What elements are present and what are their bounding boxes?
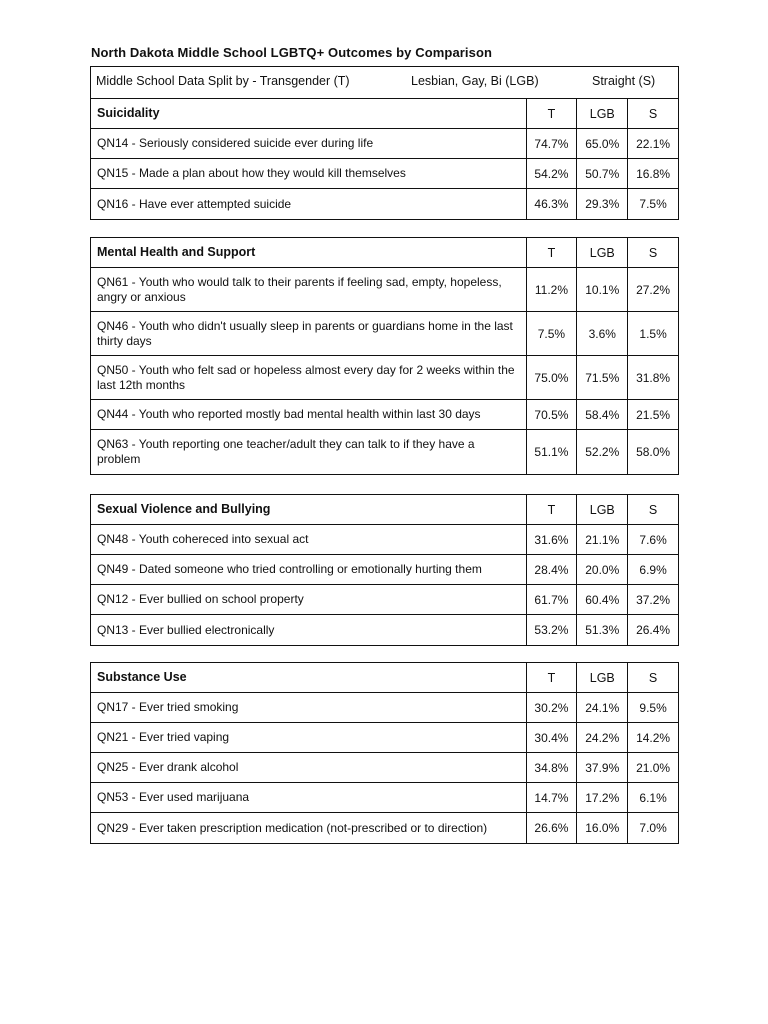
question-text: QN49 - Dated someone who tried controlling or emotionally hurting them: [97, 562, 482, 576]
value-t: 7.5%: [526, 312, 577, 355]
value-s: 31.8%: [627, 356, 678, 399]
question-text: QN15 - Made a plan about how they would kill themselves: [97, 166, 406, 180]
value-lgb: 65.0%: [576, 129, 627, 158]
value-s: 26.4%: [627, 615, 678, 645]
section-title: Substance Use: [97, 670, 187, 684]
table-row: [91, 585, 678, 615]
section-header-row: [91, 495, 678, 525]
value-s: 37.2%: [627, 585, 678, 614]
value-s: 27.2%: [627, 268, 678, 311]
question-text: QN46 - Youth who didn't usually sleep in parents or guardians home in the last thirty days: [97, 318, 513, 348]
table-row: [91, 312, 678, 356]
column-header-s: S: [627, 663, 678, 692]
document-title: North Dakota Middle School LGBTQ+ Outcomes by Comparison: [91, 45, 493, 60]
column-header-lgb: LGB: [576, 238, 627, 267]
table-row: [91, 159, 678, 189]
value-lgb: 16.0%: [576, 813, 627, 843]
value-lgb: 24.1%: [576, 693, 627, 722]
question-text: QN44 - Youth who reported mostly bad mental health within last 30 days: [97, 407, 481, 421]
section-header-row: [91, 663, 678, 693]
value-s: 14.2%: [627, 723, 678, 752]
value-t: 30.2%: [526, 693, 577, 722]
column-header-lgb: LGB: [576, 663, 627, 692]
value-lgb: 21.1%: [576, 525, 627, 554]
section-header-row: [91, 99, 678, 129]
table-row: [91, 356, 678, 400]
split-lgb-label: Lesbian, Gay, Bi (LGB): [411, 74, 539, 88]
value-t: 26.6%: [526, 813, 577, 843]
table-row: [91, 129, 678, 159]
column-header-s: S: [627, 238, 678, 267]
question-text: QN61 - Youth who would talk to their parents if feeling sad, empty, hopeless, angry or anxious: [97, 274, 502, 304]
table-row: [91, 400, 678, 430]
value-t: 51.1%: [526, 430, 577, 474]
value-t: 74.7%: [526, 129, 577, 158]
value-lgb: 20.0%: [576, 555, 627, 584]
value-lgb: 17.2%: [576, 783, 627, 812]
value-lgb: 10.1%: [576, 268, 627, 311]
value-lgb: 51.3%: [576, 615, 627, 645]
value-s: 6.9%: [627, 555, 678, 584]
table-row: [91, 555, 678, 585]
table-row: [91, 525, 678, 555]
value-lgb: 52.2%: [576, 430, 627, 474]
table-row: [91, 693, 678, 723]
question-text: QN29 - Ever taken prescription medication (not-prescribed or to direction): [97, 820, 488, 835]
question-text: QN17 - Ever tried smoking: [97, 700, 239, 714]
question-text: QN25 - Ever drank alcohol: [97, 760, 239, 774]
value-t: 11.2%: [526, 268, 577, 311]
column-header-t: T: [526, 99, 577, 128]
section-title: Sexual Violence and Bullying: [97, 502, 271, 516]
value-s: 1.5%: [627, 312, 678, 355]
value-s: 21.0%: [627, 753, 678, 782]
value-t: 31.6%: [526, 525, 577, 554]
value-t: 14.7%: [526, 783, 577, 812]
split-label: Middle School Data Split by - Transgender (T): [96, 74, 350, 88]
table-row: [91, 189, 678, 219]
data-split-legend: [91, 67, 678, 99]
value-s: 22.1%: [627, 129, 678, 158]
value-t: 46.3%: [526, 189, 577, 219]
table-row: [91, 753, 678, 783]
question-text: QN21 - Ever tried vaping: [97, 730, 230, 744]
question-text: QN14 - Seriously considered suicide ever during life: [97, 136, 374, 150]
section-title: Suicidality: [97, 106, 160, 120]
value-lgb: 58.4%: [576, 400, 627, 429]
column-header-lgb: LGB: [576, 99, 627, 128]
value-s: 7.5%: [627, 189, 678, 219]
value-lgb: 29.3%: [576, 189, 627, 219]
value-s: 6.1%: [627, 783, 678, 812]
value-t: 53.2%: [526, 615, 577, 645]
question-text: QN12 - Ever bullied on school property: [97, 592, 304, 606]
column-header-t: T: [526, 663, 577, 692]
section-title: Mental Health and Support: [97, 245, 256, 259]
value-t: 28.4%: [526, 555, 577, 584]
value-s: 7.6%: [627, 525, 678, 554]
value-s: 9.5%: [627, 693, 678, 722]
value-lgb: 24.2%: [576, 723, 627, 752]
column-header-s: S: [627, 495, 678, 524]
value-lgb: 37.9%: [576, 753, 627, 782]
table-row: [91, 813, 678, 843]
value-s: 16.8%: [627, 159, 678, 188]
value-s: 21.5%: [627, 400, 678, 429]
value-s: 58.0%: [627, 430, 678, 474]
value-t: 54.2%: [526, 159, 577, 188]
mental-health-table: [90, 237, 679, 475]
table-row: [91, 615, 678, 645]
column-header-s: S: [627, 99, 678, 128]
value-t: 61.7%: [526, 585, 577, 614]
column-header-t: T: [526, 238, 577, 267]
question-text: QN48 - Youth cohereced into sexual act: [97, 532, 309, 546]
table-row: [91, 268, 678, 312]
value-t: 30.4%: [526, 723, 577, 752]
split-straight-label: Straight (S): [592, 74, 656, 88]
table-row: [91, 783, 678, 813]
value-t: 34.8%: [526, 753, 577, 782]
column-header-t: T: [526, 495, 577, 524]
substance-use-table: [90, 662, 679, 844]
question-text: QN53 - Ever used marijuana: [97, 790, 250, 804]
question-text: QN50 - Youth who felt sad or hopeless almost every day for 2 weeks within the last 12th months: [97, 362, 515, 392]
value-lgb: 3.6%: [576, 312, 627, 355]
value-s: 7.0%: [627, 813, 678, 843]
question-text: QN13 - Ever bullied electronically: [97, 622, 275, 637]
value-lgb: 71.5%: [576, 356, 627, 399]
question-text: QN63 - Youth reporting one teacher/adult they can talk to if they have a problem: [97, 437, 475, 466]
value-lgb: 60.4%: [576, 585, 627, 614]
sexual-violence-bullying-table: [90, 494, 679, 646]
question-text: QN16 - Have ever attempted suicide: [97, 196, 292, 211]
value-lgb: 50.7%: [576, 159, 627, 188]
table-row: [91, 723, 678, 753]
section-header-row: [91, 238, 678, 268]
value-t: 70.5%: [526, 400, 577, 429]
value-t: 75.0%: [526, 356, 577, 399]
suicidality-table: [90, 66, 679, 220]
column-header-lgb: LGB: [576, 495, 627, 524]
table-row: [91, 430, 678, 474]
